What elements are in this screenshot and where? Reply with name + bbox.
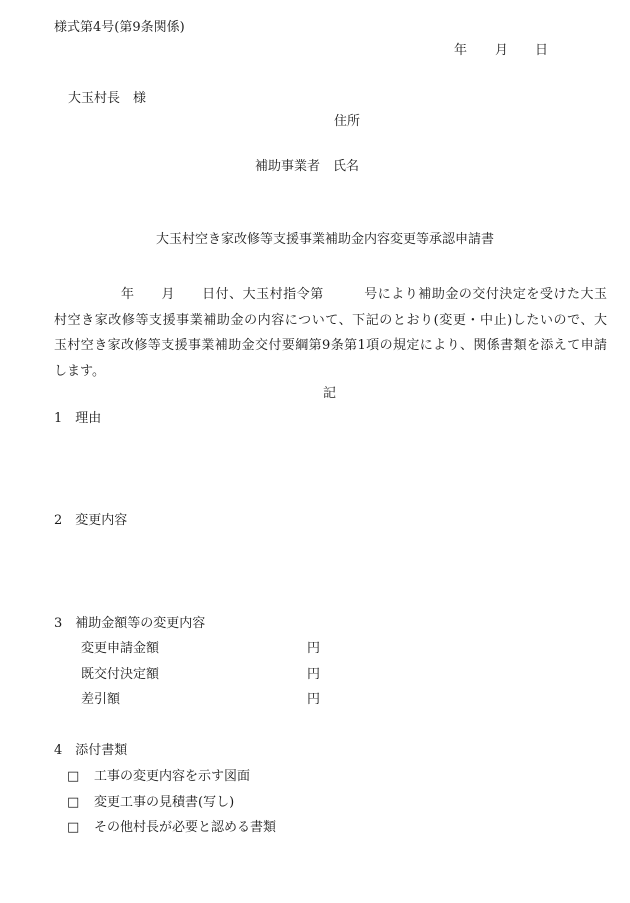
form-number: 様式第4号(第9条関係) xyxy=(54,20,185,35)
amount-unit-difference: 円 xyxy=(307,692,321,707)
section-reason: 1 理由 xyxy=(54,411,102,426)
date-month: 月 xyxy=(495,43,509,58)
body-line-1: 年 月 日付、大玉村指令第 号により補助金の交付決定を受けた大玉 xyxy=(121,287,607,302)
applicant-name-label: 補助事業者 氏名 xyxy=(255,159,360,174)
document-title: 大玉村空き家改修等支援事業補助金内容変更等承認申請書 xyxy=(156,232,495,247)
body-line-3: 玉村空き家改修等支援事業補助金交付要綱第9条第1項の規定により、関係書類を添えて申請 xyxy=(54,338,607,353)
amount-label-difference: 差引額 xyxy=(81,692,121,707)
body-line-2: 村空き家改修等支援事業補助金の内容について、下記のとおり(変更・中止)したいので、大 xyxy=(54,312,607,328)
date-year: 年 xyxy=(454,43,468,58)
section-attachments: 4 添付書類 xyxy=(54,743,128,758)
attachment-checkbox[interactable]: □ xyxy=(67,820,80,835)
amount-unit-decided: 円 xyxy=(307,667,321,682)
attachment-checkbox[interactable]: □ xyxy=(67,795,80,810)
amount-unit-requested: 円 xyxy=(307,641,321,656)
section-change-content: 2 変更内容 xyxy=(54,513,128,528)
address-label: 住所 xyxy=(334,114,361,129)
attachment-checkbox[interactable]: □ xyxy=(67,769,80,784)
body-line-4: します。 xyxy=(54,363,105,379)
attachment-item: 工事の変更内容を示す図面 xyxy=(94,769,251,784)
amount-label-decided: 既交付決定額 xyxy=(81,667,160,682)
amount-label-requested: 変更申請金額 xyxy=(81,641,160,656)
section-amount-change: 3 補助金額等の変更内容 xyxy=(54,616,206,631)
attachment-item: 変更工事の見積書(写し) xyxy=(94,795,235,810)
addressee: 大玉村長 様 xyxy=(68,91,147,106)
body-paragraph xyxy=(54,282,607,384)
attachment-item: その他村長が必要と認める書類 xyxy=(94,820,277,835)
date-day: 日 xyxy=(535,43,549,58)
ki-marker: 記 xyxy=(323,386,337,401)
